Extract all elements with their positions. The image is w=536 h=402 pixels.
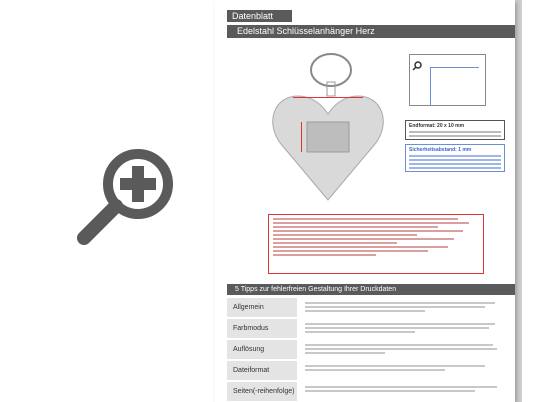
datasheet-page <box>215 0 515 402</box>
tips-heading: 5 Tipps zur fehlerfreien Gestaltung Ihrer Druckdaten <box>227 284 515 295</box>
product-title: Edelstahl Schlüsselanhänger Herz <box>227 25 515 38</box>
tip-row <box>227 340 515 359</box>
tip-label: Seiten(-reihenfolge) <box>227 382 297 401</box>
print-notes-box <box>268 214 484 274</box>
tip-row <box>227 382 515 401</box>
keyring-heart-drawing <box>263 52 393 202</box>
tip-row <box>227 319 515 338</box>
end-format-box <box>405 120 505 140</box>
format-info <box>405 54 505 172</box>
tip-label: Farbmodus <box>227 319 297 338</box>
safety-box <box>405 144 505 172</box>
tip-label: Auflösung <box>227 340 297 359</box>
page-title: Datenblatt <box>227 10 292 22</box>
tip-label: Allgemein <box>227 298 297 317</box>
magnifier-icon <box>412 58 422 68</box>
safety-title: Sicherheitsabstand: 1 mm <box>409 147 472 153</box>
end-format-title: Endformat: 20 x 10 mm <box>409 123 465 129</box>
tip-row <box>227 361 515 380</box>
safety-preview <box>409 54 486 106</box>
tip-row <box>227 298 515 317</box>
zoom-in-icon[interactable] <box>72 140 182 250</box>
tip-label: Dateiformat <box>227 361 297 380</box>
